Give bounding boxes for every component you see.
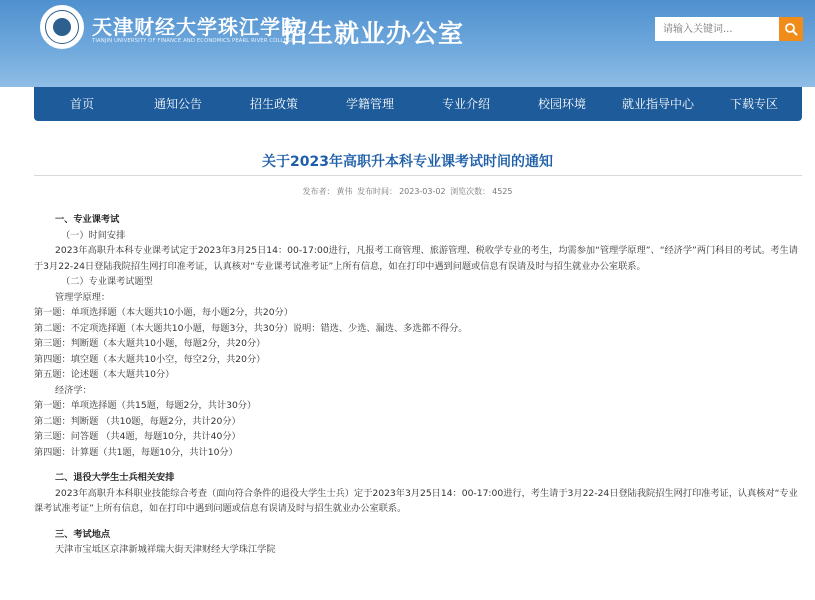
subheading: （一）时间安排	[61, 229, 126, 241]
search-icon	[784, 22, 798, 36]
views-value: 4525	[492, 187, 513, 196]
spacer	[34, 460, 802, 470]
nav-item-campus[interactable]: 校园环境	[537, 97, 586, 111]
nav-item-notices[interactable]: 通知公告	[153, 97, 202, 111]
list-item: 第一题：单项选择题（共15题，每题2分，共计30分）	[34, 400, 257, 411]
subject-label: 管理学原理：	[55, 291, 111, 303]
school-seal-logo[interactable]	[40, 5, 84, 49]
date-value: 2023-03-02	[399, 187, 446, 196]
paragraph: 天津市宝坻区京津新城祥瑞大街天津财经大学珠江学院	[55, 544, 276, 555]
nav-item-student-status[interactable]: 学籍管理	[345, 97, 394, 111]
list-item: 第五题：论述题（本大题共10分）	[34, 369, 175, 380]
section-heading: 二、退役大学生士兵相关安排	[55, 472, 175, 483]
search-input[interactable]	[655, 17, 779, 41]
paragraph: 2023年高职升本科专业课考试定于2023年3月25日14：00-17:00进行，凡报考工商管理、旅游管理、税收学专业的考生，均需参加“管理学原理”、“经济学”两门科目的考试。考生请于3月22-24日登陆我院招生网打印准考证，认真核对“专业课考试准考证”上所有信息，如在打印中遇到问题或信息有误请及时与招生就业办公室联系。	[34, 245, 798, 272]
list-item: 第二题：判断题 （共10题，每题2分，共计20分）	[34, 415, 241, 427]
office-title: 招生就业办公室	[282, 19, 465, 48]
title-divider	[34, 175, 802, 176]
date-label: 发布时间：	[357, 187, 398, 196]
article-title: 关于2023年高职升本科专业课考试时间的通知	[262, 154, 553, 170]
list-item: 第二题：不定项选择题（本大题共10小题，每题3分，共30分）说明：错选、少选、漏选、多选都不得分。	[34, 322, 468, 334]
nav-item-employment-center[interactable]: 就业指导中心	[621, 97, 694, 111]
publisher-label: 发布者：	[302, 187, 335, 196]
school-name-en: TIANJIN UNIVERSITY OF FINANCE AND ECONOMICS PEARL RIVER COLLEGE	[92, 38, 295, 44]
section-heading: 三、考试地点	[55, 528, 111, 540]
publisher-value: 黄伟	[336, 187, 353, 196]
views-label: 浏览次数：	[450, 187, 491, 196]
article-meta	[0, 186, 815, 197]
search-button[interactable]	[779, 17, 803, 41]
list-item: 第三题：判断题（本大题共10小题，每题2分，共20分）	[34, 338, 266, 349]
paragraph: 2023年高职升本科职业技能综合考查（面向符合条件的退役大学生士兵）定于2023年3月25日14：00-17:00进行，考生请于3月22-24日登陆我院招生网打印准考证，认真核对“专业课考试准考证”上所有信息，如在打印中遇到问题或信息有误请及时与招生就业办公室联系。	[34, 487, 798, 514]
subheading: （二）专业课考试题型	[61, 276, 153, 287]
section-heading: 一、专业课考试	[55, 214, 120, 225]
spacer	[34, 517, 802, 527]
main-nav	[34, 87, 802, 121]
seal-core	[53, 18, 71, 36]
article-body	[34, 212, 802, 558]
list-item: 第四题：计算题（共1题，每题10分，共计10分）	[34, 446, 238, 458]
list-item: 第三题：问答题 （共4题，每题10分，共计40分）	[34, 431, 241, 442]
school-name-cn[interactable]: 天津财经大学珠江学院	[92, 15, 302, 39]
list-item: 第四题：填空题（本大题共10小空，每空2分，共20分）	[34, 353, 266, 365]
nav-item-home[interactable]: 首页	[69, 97, 94, 111]
nav-item-admission-policy[interactable]: 招生政策	[249, 97, 298, 111]
list-item: 第一题：单项选择题（本大题共10小题，每小题2分，共20分）	[34, 307, 293, 318]
nav-item-downloads[interactable]: 下载专区	[729, 97, 778, 111]
nav-item-majors[interactable]: 专业介绍	[441, 97, 490, 111]
site-header	[0, 0, 815, 87]
subject-label: 经济学：	[55, 384, 92, 396]
